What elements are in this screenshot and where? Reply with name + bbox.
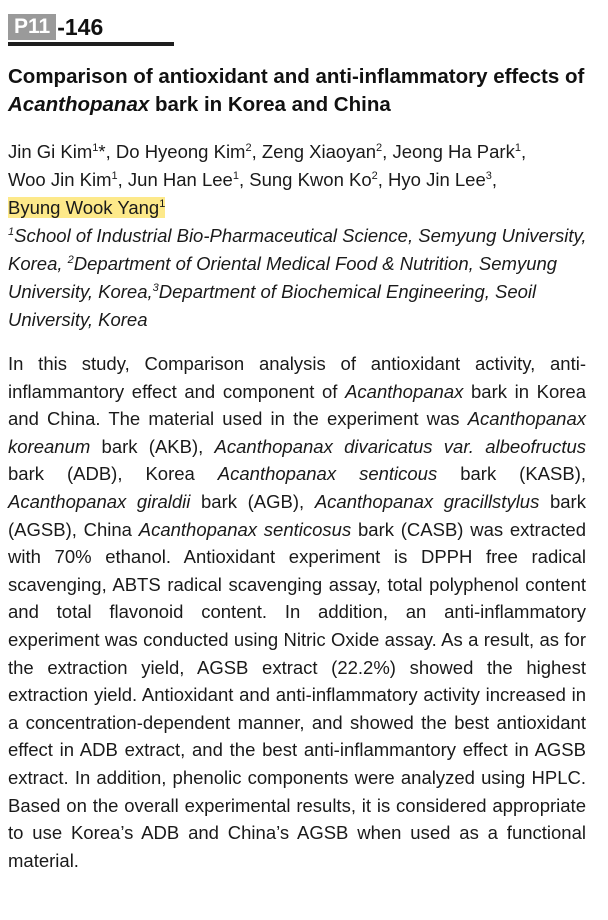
author: Zeng Xiaoyan$^2$, [261, 141, 393, 162]
affiliation-marker: 2 [67, 254, 74, 266]
title-genus: Acanthopanax [8, 93, 150, 116]
paper-title [8, 63, 588, 119]
session-badge: P11 [8, 14, 56, 40]
affiliation-marker: 1 [8, 226, 15, 238]
affiliation-text: School of Industrial Bio-Pharmaceutical Science, Semyung University, Korea, [8, 225, 587, 274]
title-text: Comparison of antioxidant and anti-inflammatory effects of [8, 65, 585, 88]
abstract-body: In this study, Comparison analysis of antioxidant activity, anti-inflammantory effect and component of Acanthopanax bark in Korea and China. The material used in the experiment was Acanthopanax koreanum bark (AKB), Acanthopanax divaricatus var. albeofructus bark (ADB), Korea Acanthopanax senticous bark (KASB), Acanthopanax giraldii bark (AGB), Acanthopanax gracillstylus bark (AGSB), China Acanthopanax senticosus bark (CASB) was extracted with 70% ethanol. Antioxidant experiment is DPPH free radical scavenging, ABTS radical scavenging assay, total polyphenol content and total flavonoid content. In addition, an anti-inflammatory experiment was conducted using Nitric Oxide assay. As a result, as for the extraction yield, AGSB extract (22.2%) showed the highest extraction yield. Antioxidant and anti-inflammatory activity increased in a concentration-dependent manner, and showed the best antioxidant effect in ADB extract, and the best anti-inflammantory effect in AGSB extract. In addition, phenolic components were analyzed using HPLC. Based on the overall experimental results, it is considered appropriate to use Korea’s ADB and China’s AGSB when used as a functional material. [8, 353, 587, 871]
author: Jin Gi Kim$^1$*, [8, 141, 116, 162]
poster-number: -146 [57, 14, 104, 40]
affiliations [8, 222, 598, 334]
author: Do Hyeong Kim$^2$, [115, 141, 262, 162]
author: Jeong Ha Park$^1$, [392, 141, 527, 162]
author-list [8, 138, 598, 222]
affiliation-text: Department of Oriental Medical Food & Nutrition, Semyung University, Korea, [8, 253, 558, 302]
author: Hyo Jin Lee$^3$, [388, 169, 498, 190]
affiliation-text: Department of Biochemical Engineering, Seoil University, Korea [8, 281, 537, 330]
highlighted-author: Byung Wook Yang$^1$ [8, 197, 166, 218]
header-underline [8, 42, 174, 46]
author: Jun Han Lee$^1$, [127, 169, 250, 190]
author: Sung Kwon Ko$^2$, [249, 169, 389, 190]
affiliation-marker: 3 [152, 282, 159, 294]
author: Woo Jin Kim$^1$, [8, 169, 128, 190]
title-text-end: bark in Korea and China [149, 93, 391, 116]
